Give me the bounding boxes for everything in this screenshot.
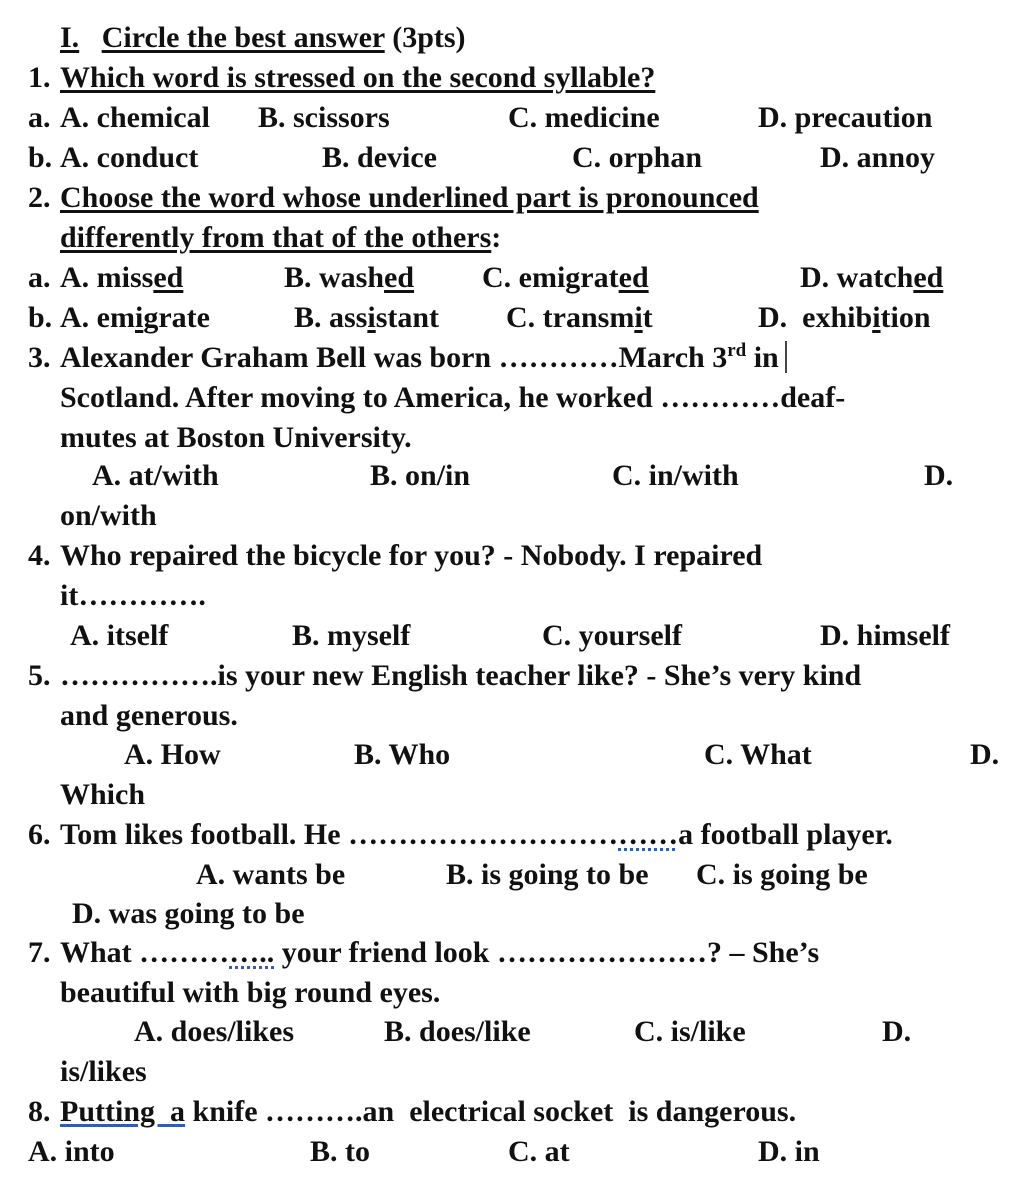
q3-superscript: rd [727, 340, 747, 361]
q3-line1 [60, 340, 787, 376]
q7-option-d-wrap[interactable]: is/likes [60, 1055, 147, 1088]
q5-option-b[interactable]: B. Who [354, 738, 451, 771]
q7-text-pre: What ……… [60, 936, 230, 969]
q2b-c-underlined: i [634, 301, 643, 334]
q5-option-a[interactable]: A. How [124, 738, 221, 771]
text-cursor [785, 341, 787, 373]
q1a-option-b[interactable]: B. scissors [258, 101, 390, 134]
q2a-d-underlined: ed [913, 261, 944, 294]
q1-text: Which word is stressed on the second syllable? [60, 61, 656, 94]
q7-line1 [60, 935, 819, 971]
q3-line2: Scotland. After moving to America, he worked …………deaf- [60, 381, 846, 414]
q1-number: 1. [28, 61, 51, 94]
q4-line1: Who repaired the bicycle for you? - Nobody. I repaired [60, 539, 763, 572]
q2b-option-d[interactable] [758, 300, 931, 336]
q8-option-a[interactable]: A. into [28, 1135, 115, 1168]
q2b-c-pre: C. transm [506, 301, 635, 334]
q2a-option-b[interactable] [284, 260, 414, 296]
q2b-a-pre: A. em [60, 301, 135, 334]
section-title: Circle the best answer [101, 21, 385, 54]
q4-line2: it…………. [60, 579, 206, 612]
q1b-option-b[interactable]: B. device [322, 141, 437, 174]
q8-option-b[interactable]: B. to [310, 1135, 370, 1168]
q1a-option-d[interactable]: D. precaution [758, 101, 933, 134]
q2b-c-post: t [642, 301, 653, 334]
q6-option-c[interactable]: C. is going be [696, 858, 868, 891]
q1a-option-a[interactable]: A. chemical [60, 101, 210, 134]
q6-option-d[interactable]: D. was going to be [72, 897, 305, 930]
q2a-option-d[interactable] [800, 260, 943, 296]
q2a-b-pre: B. wash [284, 261, 385, 294]
q6-option-a[interactable]: A. wants be [196, 858, 346, 891]
q8-line1 [60, 1094, 796, 1130]
q2a-d-pre: D. watch [800, 261, 914, 294]
q4-number: 4. [28, 539, 51, 572]
q7-option-d[interactable]: D. [882, 1015, 912, 1048]
q2a-b-underlined: ed [384, 261, 415, 294]
q2a-c-pre: C. emigrat [482, 261, 619, 294]
q1a-label: a. [28, 101, 51, 134]
q3-option-d[interactable]: D. [924, 459, 954, 492]
q2b-option-c[interactable] [506, 300, 653, 336]
q1b-option-d[interactable]: D. annoy [820, 141, 936, 174]
q4-option-b[interactable]: B. myself [292, 619, 411, 652]
q2b-b-post: stant [375, 301, 440, 334]
q7-text-post: your friend look …………………? – She’s [274, 936, 820, 969]
q2a-option-a[interactable] [60, 260, 183, 296]
q7-line2: beautiful with big round eyes. [60, 976, 441, 1009]
q8-option-d[interactable]: D. in [758, 1135, 820, 1168]
section-header [60, 20, 466, 56]
q8-underlined-phrase: Putting a [60, 1095, 186, 1128]
q2a-a-pre: A. miss [60, 261, 154, 294]
q2-colon: : [491, 221, 502, 254]
q2b-d-underlined: i [872, 301, 881, 334]
q5-option-c[interactable]: C. What [704, 738, 812, 771]
q7-option-b[interactable]: B. does/like [384, 1015, 531, 1048]
q6-text-post: a football player. [678, 818, 893, 851]
q7-option-a[interactable]: A. does/likes [134, 1015, 295, 1048]
q3-line3: mutes at Boston University. [60, 421, 412, 454]
q2b-b-underlined: i [367, 301, 376, 334]
q7-number: 7. [28, 936, 51, 969]
q6-text-pre: Tom likes football. He ……………………… [60, 818, 619, 851]
q1a-option-c[interactable]: C. medicine [508, 101, 660, 134]
q2b-option-a[interactable] [60, 300, 210, 336]
q2b-option-b[interactable] [294, 300, 439, 336]
q4-option-d[interactable]: D. himself [820, 619, 950, 652]
q3-option-a[interactable]: A. at/with [92, 459, 219, 492]
q7-dotted-blank: ….. [229, 936, 275, 969]
q4-option-c[interactable]: C. yourself [542, 619, 682, 652]
q3-number: 3. [28, 341, 51, 374]
q2a-label: a. [28, 261, 51, 294]
q1-prompt [28, 60, 51, 96]
q6-line1 [60, 817, 893, 853]
q8-text-post: knife ……….an electrical socket is dangerous. [185, 1095, 797, 1128]
q2a-option-c[interactable] [482, 260, 649, 296]
section-number: I. [60, 21, 80, 54]
q6-number: 6. [28, 818, 51, 851]
q2b-a-underlined: i [134, 301, 144, 334]
q8-number: 8. [28, 1095, 51, 1128]
q3-option-c[interactable]: C. in/with [612, 459, 739, 492]
q1b-option-c[interactable]: C. orphan [572, 141, 703, 174]
q2b-a-post: grate [143, 301, 210, 334]
q1b-option-a[interactable]: A. conduct [60, 141, 199, 174]
q5-number: 5. [28, 659, 51, 692]
q3-line1-end: in [746, 341, 779, 374]
q7-option-c[interactable]: C. is/like [634, 1015, 746, 1048]
q5-option-d[interactable]: D. [970, 738, 1000, 771]
q3-line1-text: Alexander Graham Bell was born …………March 3 [60, 341, 728, 374]
q2a-c-underlined: ed [618, 261, 649, 294]
q1b-label: b. [28, 141, 53, 174]
q2a-a-underlined: ed [153, 261, 184, 294]
q2-text-line2-text: differently from that of the others [60, 221, 492, 254]
q3-option-b[interactable]: B. on/in [370, 459, 471, 492]
q6-option-b[interactable]: B. is going to be [446, 858, 649, 891]
q3-option-d-wrap[interactable]: on/with [60, 499, 157, 532]
q2-text-line1: Choose the word whose underlined part is pronounced [60, 181, 759, 214]
q5-option-d-wrap[interactable]: Which [60, 778, 146, 811]
q2b-b-pre: B. ass [294, 301, 368, 334]
q5-line1: …………….is your new English teacher like? - She’s very kind [60, 659, 862, 692]
q4-option-a[interactable]: A. itself [70, 619, 169, 652]
q2b-d-pre: D. exhib [758, 301, 873, 334]
section-points: (3pts) [392, 21, 466, 54]
q8-option-c[interactable]: C. at [508, 1135, 570, 1168]
q2-text-line2 [60, 220, 501, 256]
q2b-d-post: tion [880, 301, 931, 334]
q6-dotted-blank: …… [618, 818, 679, 851]
q5-line2: and generous. [60, 699, 238, 732]
q2-number: 2. [28, 181, 51, 214]
q2b-label: b. [28, 301, 53, 334]
